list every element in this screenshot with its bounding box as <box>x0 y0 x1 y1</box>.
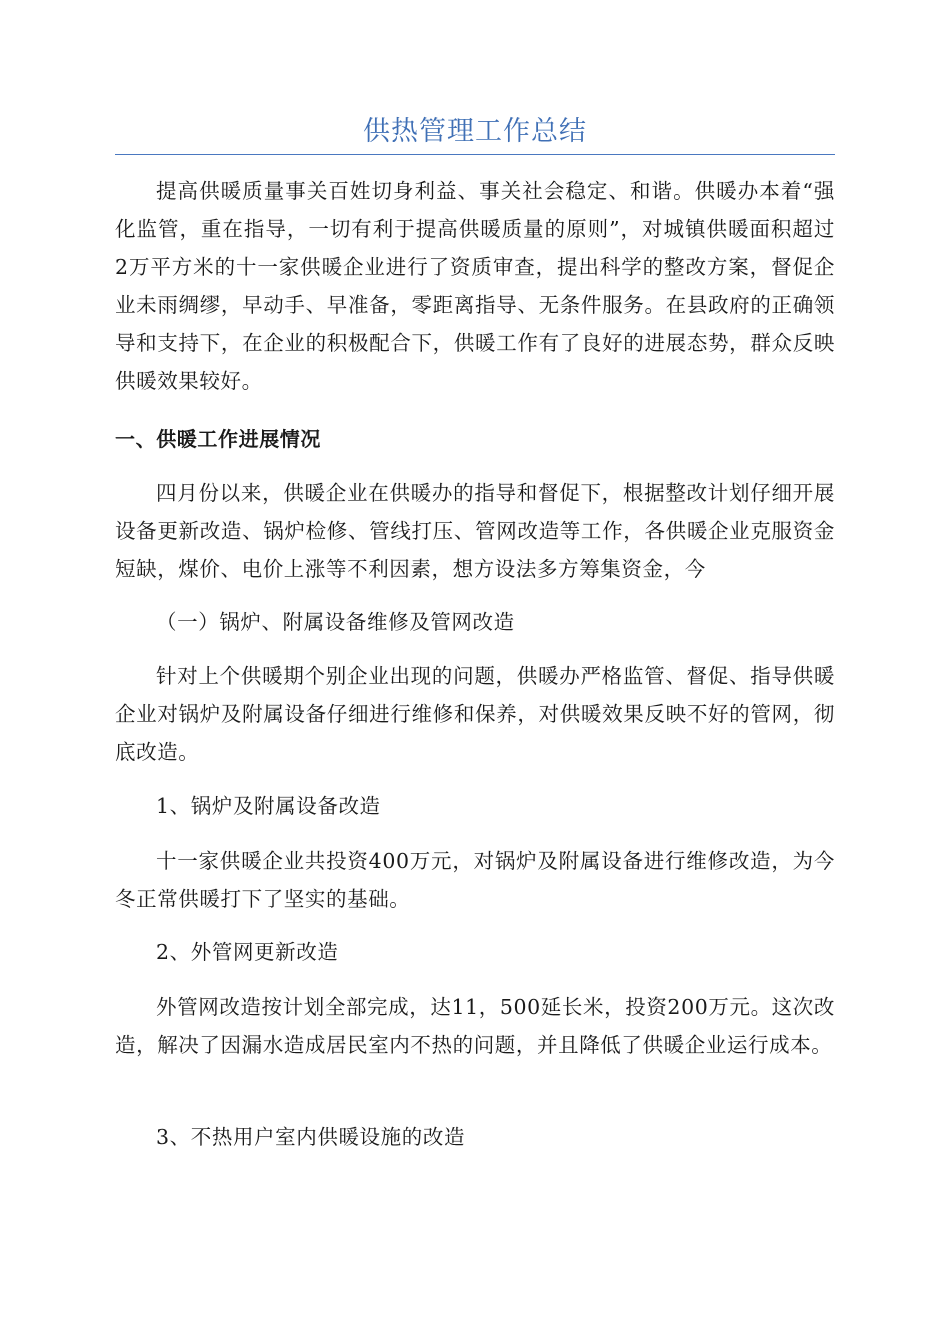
intro-paragraph: 提高供暖质量事关百姓切身利益、事关社会稳定、和谐。供暖办本着“强化监管，重在指导，一切有利于提高供暖质量的原则”，对城镇供暖面积超过2万平方米的十一家供暖企业进行了资质审查，提出科学的整改方案，督促企业未雨绸缪，早动手、早准备，零距离指导、无条件服务。在县政府的正确领导和支持下，在企业的积极配合下，供暖工作有了良好的进展态势，群众反映供暖效果较好。 <box>115 179 835 393</box>
title-underline <box>115 154 835 155</box>
section-heading-progress: 一、供暖工作进展情况 <box>115 427 321 451</box>
item-heading-outer-pipe-network: 2、外管网更新改造 <box>156 940 339 964</box>
item-heading-boiler-equipment: 1、锅炉及附属设备改造 <box>156 794 381 818</box>
item-boiler-equipment-paragraph: 十一家供暖企业共投资400万元，对锅炉及附属设备进行维修改造，为今冬正常供暖打下了坚实的基础。 <box>115 849 835 911</box>
subsection-heading-boiler: （一）锅炉、附属设备维修及管网改造 <box>156 610 515 634</box>
item-outer-pipe-network-paragraph: 外管网改造按计划全部完成，达11，500延长米，投资200万元。这次改造，解决了因漏水造成居民室内不热的问题，并且降低了供暖企业运行成本。 <box>115 995 835 1057</box>
section-progress-paragraph: 四月份以来，供暖企业在供暖办的指导和督促下，根据整改计划仔细开展设备更新改造、锅炉检修、管线打压、管网改造等工作，各供暖企业克服资金短缺，煤价、电价上涨等不利因素，想方设法多方筹集资金，今 <box>115 481 835 581</box>
subsection-boiler-paragraph: 针对上个供暖期个别企业出现的问题，供暖办严格监管、督促、指导供暖企业对锅炉及附属设备仔细进行维修和保养，对供暖效果反映不好的管网，彻底改造。 <box>115 664 835 764</box>
item-heading-indoor-heating: 3、不热用户室内供暖设施的改造 <box>156 1125 466 1149</box>
document-title: 供热管理工作总结 <box>363 116 587 147</box>
